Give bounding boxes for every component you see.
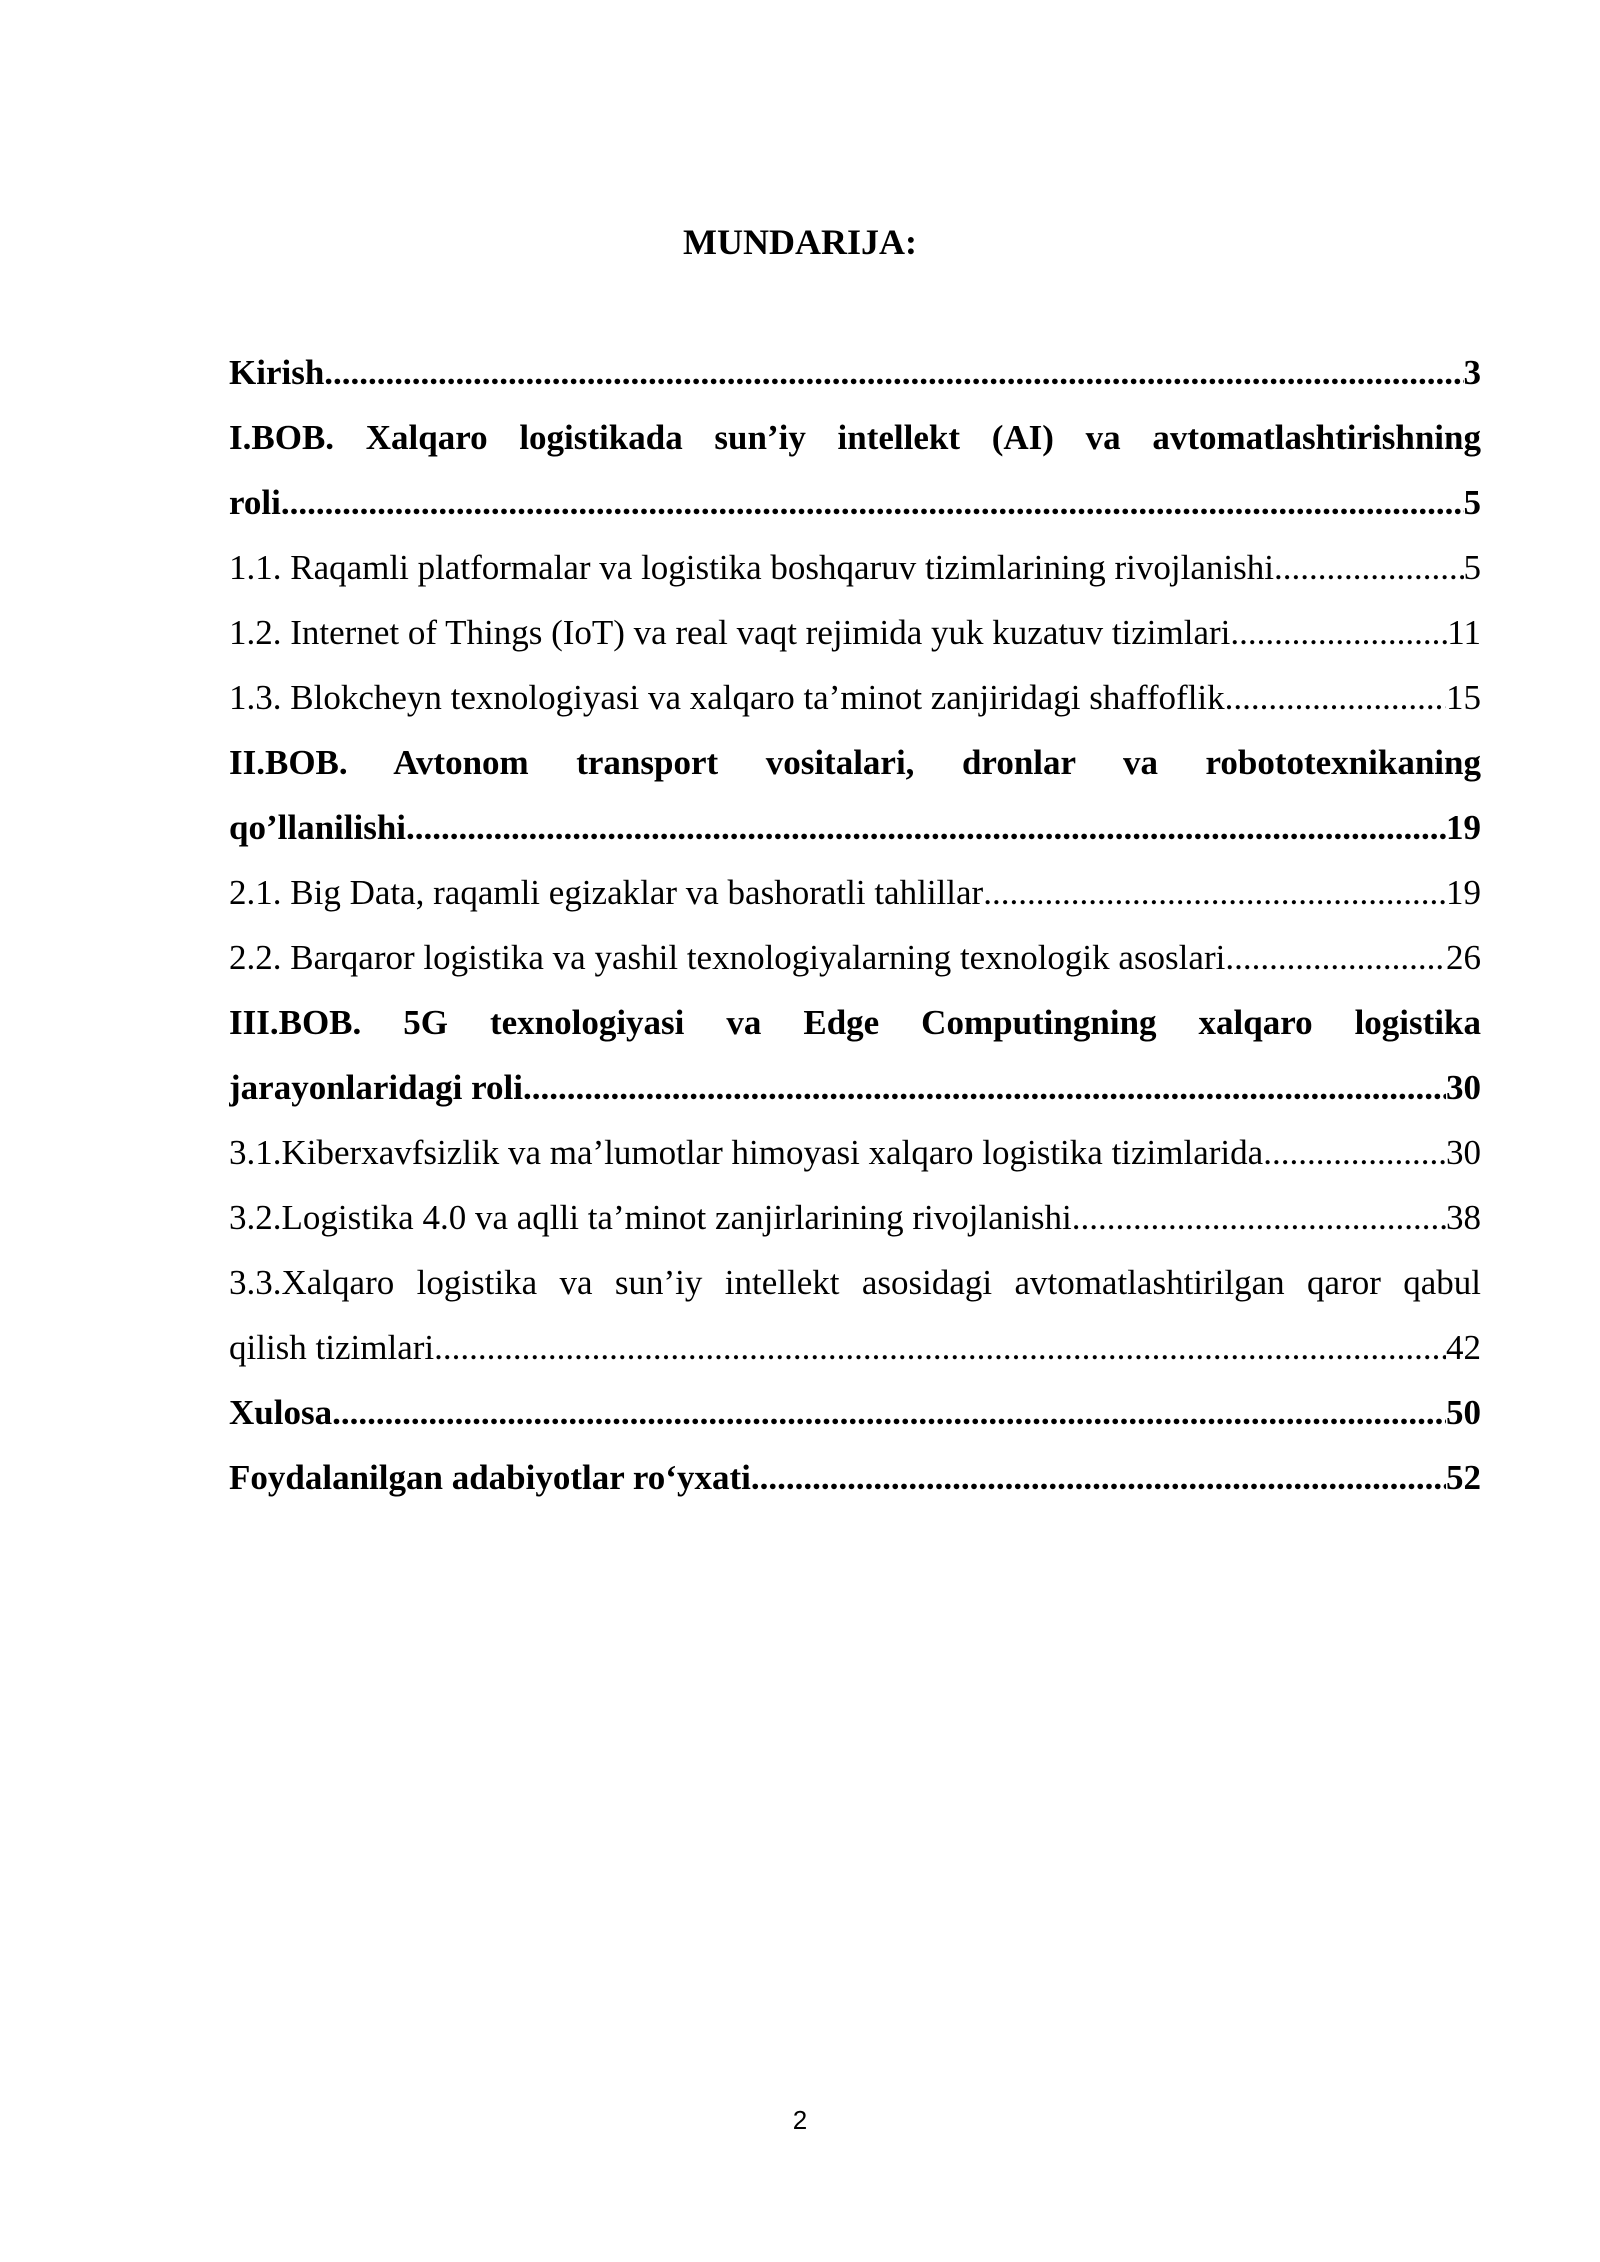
toc-leader-dots	[434, 1315, 1446, 1380]
toc-leader-dots	[1225, 925, 1446, 990]
toc-entry-3-3-title[interactable]: 3.3.Xalqaro logistika va sun’iy intellekt asosidagi avtomatlashtirilgan qaror qabul	[229, 1263, 1481, 1302]
toc-leader-dots	[1230, 600, 1447, 665]
toc-entry-text: Kirish	[229, 353, 325, 392]
toc-leader-dots	[1072, 1185, 1446, 1250]
toc-entry-kirish[interactable]	[229, 340, 1481, 405]
toc-entry-page: 19	[1446, 873, 1481, 912]
toc-entry-text: roli	[229, 483, 281, 522]
toc-entry-page: 50	[1446, 1393, 1481, 1432]
toc-entry-1-3[interactable]	[229, 665, 1481, 730]
toc-entry-text: 3.1.Kiberxavfsizlik va ma’lumotlar himoyasi xalqaro logistika tizimlarida	[229, 1133, 1264, 1172]
toc-entry-text: Xulosa	[229, 1393, 333, 1432]
toc-entry-page: 38	[1446, 1198, 1481, 1237]
toc-entry-text: Foydalanilgan adabiyotlar ro‘yxati	[229, 1458, 751, 1497]
toc-entry-page: 3	[1463, 353, 1481, 392]
toc-entry-page: 19	[1446, 808, 1481, 847]
page-title: MUNDARIJA:	[683, 222, 917, 262]
toc-entry-chapter-2-title[interactable]: II.BOB. Avtonom transport vositalari, dronlar va robototexnikaning	[229, 743, 1481, 782]
toc-entry-page: 5	[1463, 548, 1481, 587]
toc-leader-dots	[1274, 535, 1464, 600]
toc-entry-text: qilish tizimlari	[229, 1328, 435, 1367]
toc-entry-text: 3.2.Logistika 4.0 va aqlli ta’minot zanjirlarining rivojlanishi	[229, 1198, 1072, 1237]
toc-entry-chapter-2[interactable]	[229, 795, 1481, 860]
toc-entry-text: 1.3. Blokcheyn texnologiyasi va xalqaro ta’minot zanjiridagi shaffoflik	[229, 678, 1225, 717]
toc-entry-page: 30	[1446, 1068, 1481, 1107]
toc-entry-page: 52	[1446, 1458, 1481, 1497]
toc-entry-bibliography[interactable]	[229, 1445, 1481, 1510]
toc-entry-text: qo’llanilishi	[229, 808, 407, 847]
toc-entry-chapter-1[interactable]	[229, 470, 1481, 535]
toc-entry-page: 15	[1446, 678, 1481, 717]
toc-entry-3-3[interactable]	[229, 1315, 1481, 1380]
toc-entry-page: 5	[1463, 483, 1481, 522]
toc-entry-xulosa[interactable]	[229, 1380, 1481, 1445]
toc-leader-dots	[406, 795, 1446, 860]
toc-entry-1-1[interactable]	[229, 535, 1481, 600]
toc-leader-dots	[281, 470, 1464, 535]
toc-entry-page: 26	[1446, 938, 1481, 977]
toc-entry-text: 2.2. Barqaror logistika va yashil texnologiyalarning texnologik asoslari	[229, 938, 1226, 977]
toc-leader-dots	[983, 860, 1446, 925]
toc-entry-chapter-3[interactable]	[229, 1055, 1481, 1120]
toc-entry-2-1[interactable]	[229, 860, 1481, 925]
toc-leader-dots	[751, 1445, 1446, 1510]
toc-entry-text: 1.1. Raqamli platformalar va logistika boshqaruv tizimlarining rivojlanishi	[229, 548, 1274, 587]
toc-leader-dots	[324, 340, 1463, 405]
toc-leader-dots	[1225, 665, 1446, 730]
toc-leader-dots	[1263, 1120, 1446, 1185]
toc-entry-text: 2.1. Big Data, raqamli egizaklar va bashoratli tahlillar	[229, 873, 984, 912]
toc-entry-2-2[interactable]	[229, 925, 1481, 990]
toc-entry-1-2[interactable]	[229, 600, 1481, 665]
toc-entry-3-1[interactable]	[229, 1120, 1481, 1185]
toc-entry-3-2[interactable]	[229, 1185, 1481, 1250]
toc-entry-page: 11	[1447, 613, 1481, 652]
toc-entry-chapter-3-title[interactable]: III.BOB. 5G texnologiyasi va Edge Computingning xalqaro logistika	[229, 1003, 1481, 1042]
toc-entry-chapter-1-title[interactable]: I.BOB. Xalqaro logistikada sun’iy intellekt (AI) va avtomatlashtirishning	[229, 418, 1481, 457]
toc-entry-text: 1.2. Internet of Things (IoT) va real vaqt rejimida yuk kuzatuv tizimlari	[229, 613, 1231, 652]
toc-entry-page: 30	[1446, 1133, 1481, 1172]
page-number: 2	[792, 2105, 808, 2135]
toc-leader-dots	[523, 1055, 1446, 1120]
table-of-contents	[229, 340, 1481, 1510]
toc-leader-dots	[332, 1380, 1446, 1445]
toc-entry-text: jarayonlaridagi roli	[229, 1068, 523, 1107]
toc-entry-page: 42	[1446, 1328, 1481, 1367]
